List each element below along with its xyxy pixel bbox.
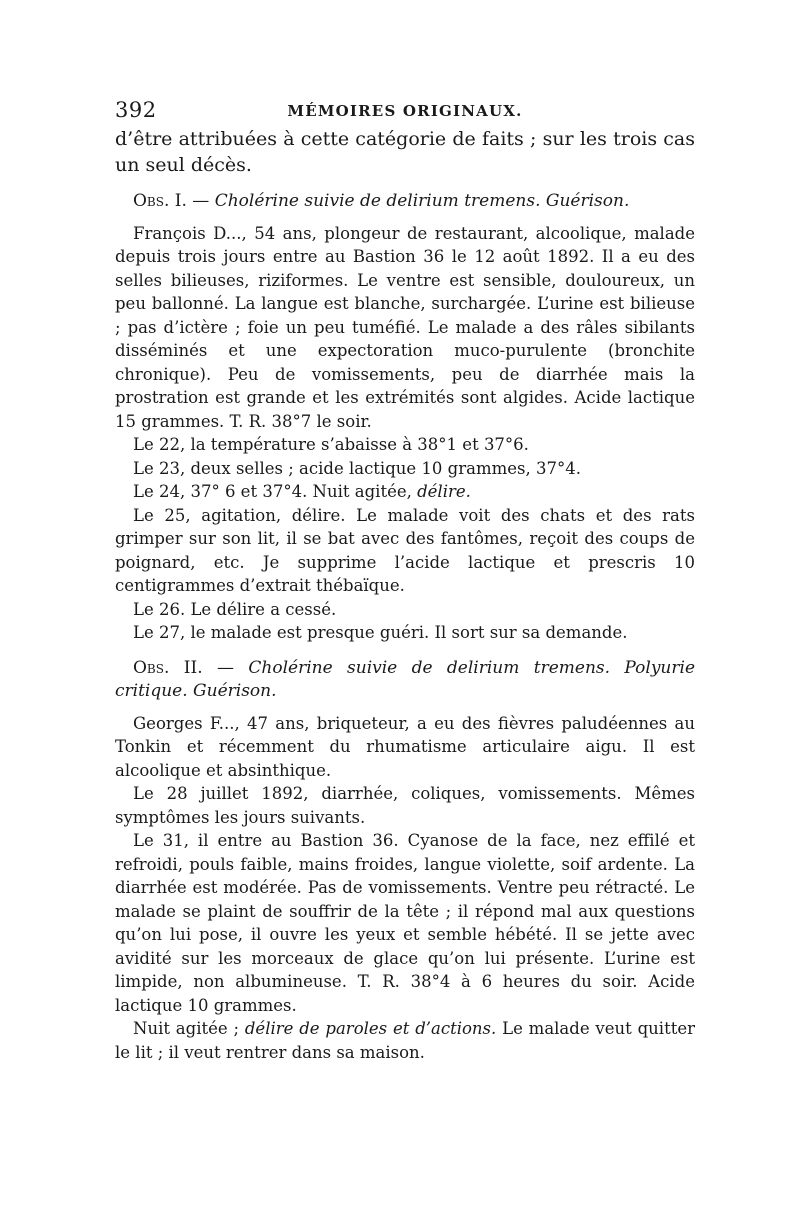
observation-2-emphasis: délire de paroles et d’actions. [244,1019,497,1038]
observation-2-title: Cholérine suivie de delirium tremens. Polyurie critique. Guérison. [115,657,696,701]
observation-2-label: Obs. II. — [133,657,234,678]
observation-2-heading [115,657,695,704]
observation-2-paragraph: Le 31, il entre au Bastion 36. Cyanose de la face, nez effilé et refroidi, pouls faible, mains froides, langue violette, soif ardente. La diarrhée est modérée. Pas de vomissements. Ventre peu rétracté. Le malade se plaint de souffrir de la tête ; il répond mal aux questions qu’on lui pose, il ouvre les yeux et semble hébété. Il se jette avec avidité sur les morceaux de glace qu’on lui présente. L’urine est limpide, non albumineuse. T. R. 38°4 à 6 heures du soir. Acide lactique 10 grammes. [115,831,695,1015]
observation-1-paragraph [115,480,695,504]
observation-2-paragraph: Georges F..., 47 ans, briqueteur, a eu des fièvres paludéennes au Tonkin et récemment du rhumatisme articulaire aigu. Il est alcoolique et absinthique. [115,713,695,780]
observation-1-heading [115,190,695,214]
observation-1-emphasis: délire. [417,482,471,501]
page-header [115,98,695,124]
observation-1-paragraph: Le 23, deux selles ; acide lactique 10 grammes, 37°4. [133,458,581,478]
observation-1-paragraph: Le 22, la température s’abaisse à 38°1 et 37°6. [133,435,529,454]
observation-1-paragraph: François D..., 54 ans, plongeur de restaurant, alcoolique, malade depuis trois jours entre au Bastion 36 le 12 août 1892. Il a eu des selles bilieuses, riziformes. Le ventre est sensible, douloureux, un peu ballonné. La langue est blanche, surchargée. L’urine est bilieuse ; pas d’ictère ; foie un peu tuméfié. Le malade a des râles sibilants disséminés et une expectoration muco-purulente (bronchite chronique). Peu de vomissements, peu de diarrhée mais la prostration est grande et les extrémités sont algides. Acide lactique 15 grammes. T. R. 38°7 le soir. [115,223,695,431]
observation-2-text: Nuit agitée ; [133,1019,245,1038]
observation-1-paragraph: Le 25, agitation, délire. Le malade voit des chats et des rats grimper sur son lit, il se bat avec des fantômes, reçoit des coups de poignard, etc. Je supprime l’acide lactique et prescris 10 centigrammes d’extrait thébaïque. [115,505,695,595]
intro-paragraph: d’être attribuées à cette catégorie de faits ; sur les trois cas un seul décès. [115,128,695,176]
observation-2-paragraph [115,1017,695,1064]
observation-1-text: Le 24, 37° 6 et 37°4. Nuit agitée, [133,482,418,501]
running-head: MÉMOIRES ORIGINAUX. [287,102,523,120]
observation-1-title: Cholérine suivie de delirium tremens. Guérison. [214,191,630,211]
observation-1-paragraph: Le 26. Le délire a cessé. [133,599,337,619]
observation-2-paragraph: Le 28 juillet 1892, diarrhée, coliques, vomissements. Mêmes symptômes les jours suivants. [115,784,695,827]
observation-2-text: Le malade veut quitter le lit ; il veut rentrer dans sa maison. [115,1019,695,1062]
page-body [115,126,695,1064]
observation-1-label: Obs. I. — [133,191,210,211]
page-number: 392 [115,98,157,122]
observation-1-paragraph: Le 27, le malade est presque guéri. Il sort sur sa demande. [133,623,628,642]
